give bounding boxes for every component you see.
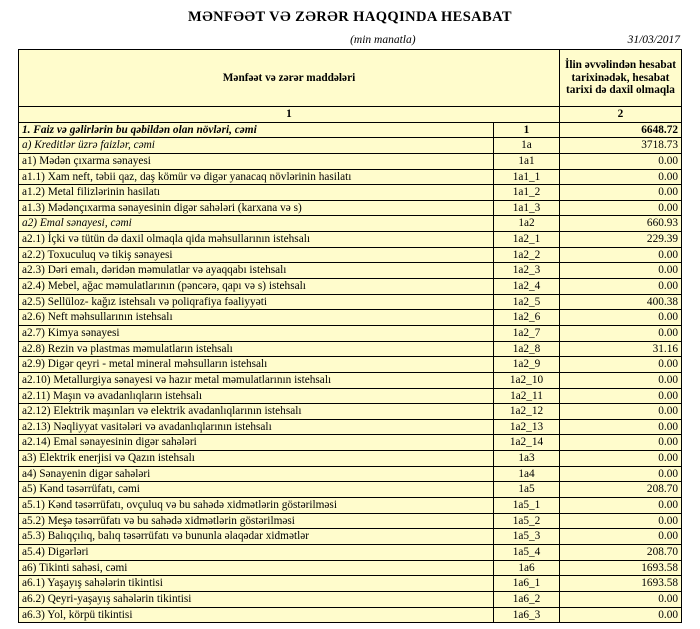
row-code: 1 — [494, 122, 560, 138]
table-row — [19, 544, 682, 560]
header-period: İlin əvvəlindən hesabat tarixinədək, hesabat tarixi də daxil olmaqla — [560, 50, 682, 107]
row-value: 3718.73 — [560, 138, 682, 154]
row-value: 1693.58 — [560, 560, 682, 576]
row-value: 0.00 — [560, 513, 682, 529]
row-code: 1a2_14 — [494, 435, 560, 451]
row-code: 1a2_12 — [494, 404, 560, 420]
row-value: 0.00 — [560, 310, 682, 326]
row-label: a2.10) Metallurgiya sənayesi və hazır metal məmulatlarının istehsalı — [19, 372, 494, 388]
row-label: a5) Kənd təsərrüfatı, cəmi — [19, 482, 494, 498]
row-code: 1a2_2 — [494, 247, 560, 263]
row-value: 0.00 — [560, 435, 682, 451]
row-label: a5.2) Meşə təsərrüfatı və bu sahədə xidmətlərin göstərilməsi — [19, 513, 494, 529]
row-value: 0.00 — [560, 388, 682, 404]
row-code: 1a2_3 — [494, 263, 560, 279]
table-row — [19, 591, 682, 607]
row-value: 208.70 — [560, 482, 682, 498]
table-row — [19, 279, 682, 295]
row-label: a4) Sənayenin digər sahələri — [19, 466, 494, 482]
row-code: 1a1_1 — [494, 169, 560, 185]
row-label: a3) Elektrik enerjisi və Qazın istehsalı — [19, 451, 494, 467]
subheader — [18, 34, 682, 49]
table-row — [19, 419, 682, 435]
table-row — [19, 357, 682, 373]
row-label: a1.3) Mədənçıxarma sənayesinin digər sahələri (karxana və s) — [19, 200, 494, 216]
row-code: 1a2_5 — [494, 294, 560, 310]
row-code: 1a2_9 — [494, 357, 560, 373]
table-row — [19, 576, 682, 592]
row-label: a6.2) Qeyri-yaşayış sahələrin tikintisi — [19, 591, 494, 607]
row-value: 400.38 — [560, 294, 682, 310]
row-label: a1.2) Metal filizlərinin hasilatı — [19, 185, 494, 201]
table-row — [19, 529, 682, 545]
unit-note: (min manatla) — [350, 34, 416, 46]
row-code: 1a1 — [494, 153, 560, 169]
row-value: 0.00 — [560, 200, 682, 216]
table-row — [19, 247, 682, 263]
row-value: 0.00 — [560, 529, 682, 545]
row-code: 1a5_3 — [494, 529, 560, 545]
table-row — [19, 341, 682, 357]
row-value: 1693.58 — [560, 576, 682, 592]
row-label: a2) Emal sənayesi, cəmi — [19, 216, 494, 232]
row-code: 1a2_6 — [494, 310, 560, 326]
row-value: 0.00 — [560, 372, 682, 388]
table-row — [19, 216, 682, 232]
table-row — [19, 482, 682, 498]
table-row — [19, 466, 682, 482]
row-label: a1) Mədən çıxarma sənayesi — [19, 153, 494, 169]
row-label: a2.3) Dəri emalı, dəridən məmulatlar və ayaqqabı istehsalı — [19, 263, 494, 279]
row-label: a6.3) Yol, körpü tikintisi — [19, 607, 494, 623]
row-code: 1a1_3 — [494, 200, 560, 216]
table-row — [19, 560, 682, 576]
row-code: 1a1_2 — [494, 185, 560, 201]
row-value: 0.00 — [560, 498, 682, 514]
row-value: 660.93 — [560, 216, 682, 232]
table-row — [19, 185, 682, 201]
row-code: 1a5_1 — [494, 498, 560, 514]
row-code: 1a2 — [494, 216, 560, 232]
table-row — [19, 232, 682, 248]
table-row — [19, 513, 682, 529]
table-row — [19, 169, 682, 185]
row-label: a2.7) Kimya sənayesi — [19, 325, 494, 341]
row-label: a2.4) Mebel, ağac məmulatlarının (pəncərə, qapı və s) istehsalı — [19, 279, 494, 295]
row-value: 31.16 — [560, 341, 682, 357]
row-label: a2.1) İçki və tütün də daxil olmaqla qida məhsullarının istehsalı — [19, 232, 494, 248]
row-label: a2.5) Sellüloz- kağız istehsalı və poliqrafiya fəaliyyəti — [19, 294, 494, 310]
row-label: a5.4) Digərləri — [19, 544, 494, 560]
row-value: 0.00 — [560, 607, 682, 623]
table-row — [19, 294, 682, 310]
row-value: 0.00 — [560, 419, 682, 435]
row-value: 229.39 — [560, 232, 682, 248]
row-label: a) Kreditlər üzrə faizlər, cəmi — [19, 138, 494, 154]
row-code: 1a5_4 — [494, 544, 560, 560]
row-code: 1a6_3 — [494, 607, 560, 623]
table-row — [19, 435, 682, 451]
row-code: 1a2_4 — [494, 279, 560, 295]
table-row — [19, 200, 682, 216]
row-label: a6.1) Yaşayış sahələrin tikintisi — [19, 576, 494, 592]
report-date: 31/03/2017 — [627, 34, 680, 46]
row-label: a2.13) Nəqliyyat vasitələri və avadanlıqlarının istehsalı — [19, 419, 494, 435]
row-code: 1a2_1 — [494, 232, 560, 248]
page-title: MƏNFƏƏT VƏ ZƏRƏR HAQQINDA HESABAT — [187, 9, 512, 25]
table-body — [19, 122, 682, 623]
row-code: 1a5_2 — [494, 513, 560, 529]
row-label: a2.12) Elektrik maşınları və elektrik avadanlıqlarının istehsalı — [19, 404, 494, 420]
row-label: a2.9) Digər qeyri - metal mineral məhsulların istehsalı — [19, 357, 494, 373]
table-row — [19, 404, 682, 420]
header-items: Mənfəət və zərər maddələri — [19, 50, 560, 107]
row-value: 0.00 — [560, 185, 682, 201]
row-value: 0.00 — [560, 357, 682, 373]
table-row — [19, 122, 682, 138]
row-code: 1a2_13 — [494, 419, 560, 435]
row-label: a5.3) Balıqçılıq, balıq təsərrüfatı və bununla əlaqədar xidmətlər — [19, 529, 494, 545]
row-label: a2.2) Toxuculuq və tikiş sənayesi — [19, 247, 494, 263]
row-code: 1a2_10 — [494, 372, 560, 388]
table-row — [19, 451, 682, 467]
row-code: 1a6_2 — [494, 591, 560, 607]
row-code: 1a2_7 — [494, 325, 560, 341]
table-row — [19, 498, 682, 514]
table-row — [19, 153, 682, 169]
row-value: 0.00 — [560, 169, 682, 185]
table-row — [19, 325, 682, 341]
row-label: a2.14) Emal sənayesinin digər sahələri — [19, 435, 494, 451]
table-row — [19, 263, 682, 279]
row-label: a2.8) Rezin və plastmas məmulatların istehsalı — [19, 341, 494, 357]
row-value: 0.00 — [560, 404, 682, 420]
header-num-1: 1 — [19, 107, 560, 123]
row-value: 0.00 — [560, 247, 682, 263]
table-row — [19, 388, 682, 404]
row-value: 0.00 — [560, 591, 682, 607]
table-row — [19, 138, 682, 154]
row-value: 0.00 — [560, 325, 682, 341]
header-num-2: 2 — [560, 107, 682, 123]
row-label: a2.11) Maşın və avadanlıqların istehsalı — [19, 388, 494, 404]
row-code: 1a3 — [494, 451, 560, 467]
row-value: 0.00 — [560, 263, 682, 279]
row-code: 1a6_1 — [494, 576, 560, 592]
row-code: 1a4 — [494, 466, 560, 482]
row-code: 1a2_8 — [494, 341, 560, 357]
row-label: a1.1) Xam neft, təbii qaz, daş kömür və digər yanacaq növlərinin hasilatı — [19, 169, 494, 185]
row-value: 0.00 — [560, 153, 682, 169]
row-code: 1a5 — [494, 482, 560, 498]
row-value: 6648.72 — [560, 122, 682, 138]
table-number-row — [19, 107, 682, 123]
profit-loss-table — [18, 49, 682, 623]
table-row — [19, 607, 682, 623]
row-label: a5.1) Kənd təsərrüfatı, ovçuluq və bu sahədə xidmətlərin göstərilməsi — [19, 498, 494, 514]
row-code: 1a6 — [494, 560, 560, 576]
row-code: 1a — [494, 138, 560, 154]
row-value: 0.00 — [560, 451, 682, 467]
row-value: 208.70 — [560, 544, 682, 560]
row-value: 0.00 — [560, 279, 682, 295]
row-label: a6) Tikinti sahəsi, cəmi — [19, 560, 494, 576]
row-label: a2.6) Neft məhsullarının istehsalı — [19, 310, 494, 326]
row-code: 1a2_11 — [494, 388, 560, 404]
table-row — [19, 372, 682, 388]
table-row — [19, 310, 682, 326]
table-header-row — [19, 50, 682, 107]
row-value: 0.00 — [560, 466, 682, 482]
row-label: 1. Faiz və gəlirlərin bu qəbildən olan növləri, cəmi — [19, 122, 494, 138]
